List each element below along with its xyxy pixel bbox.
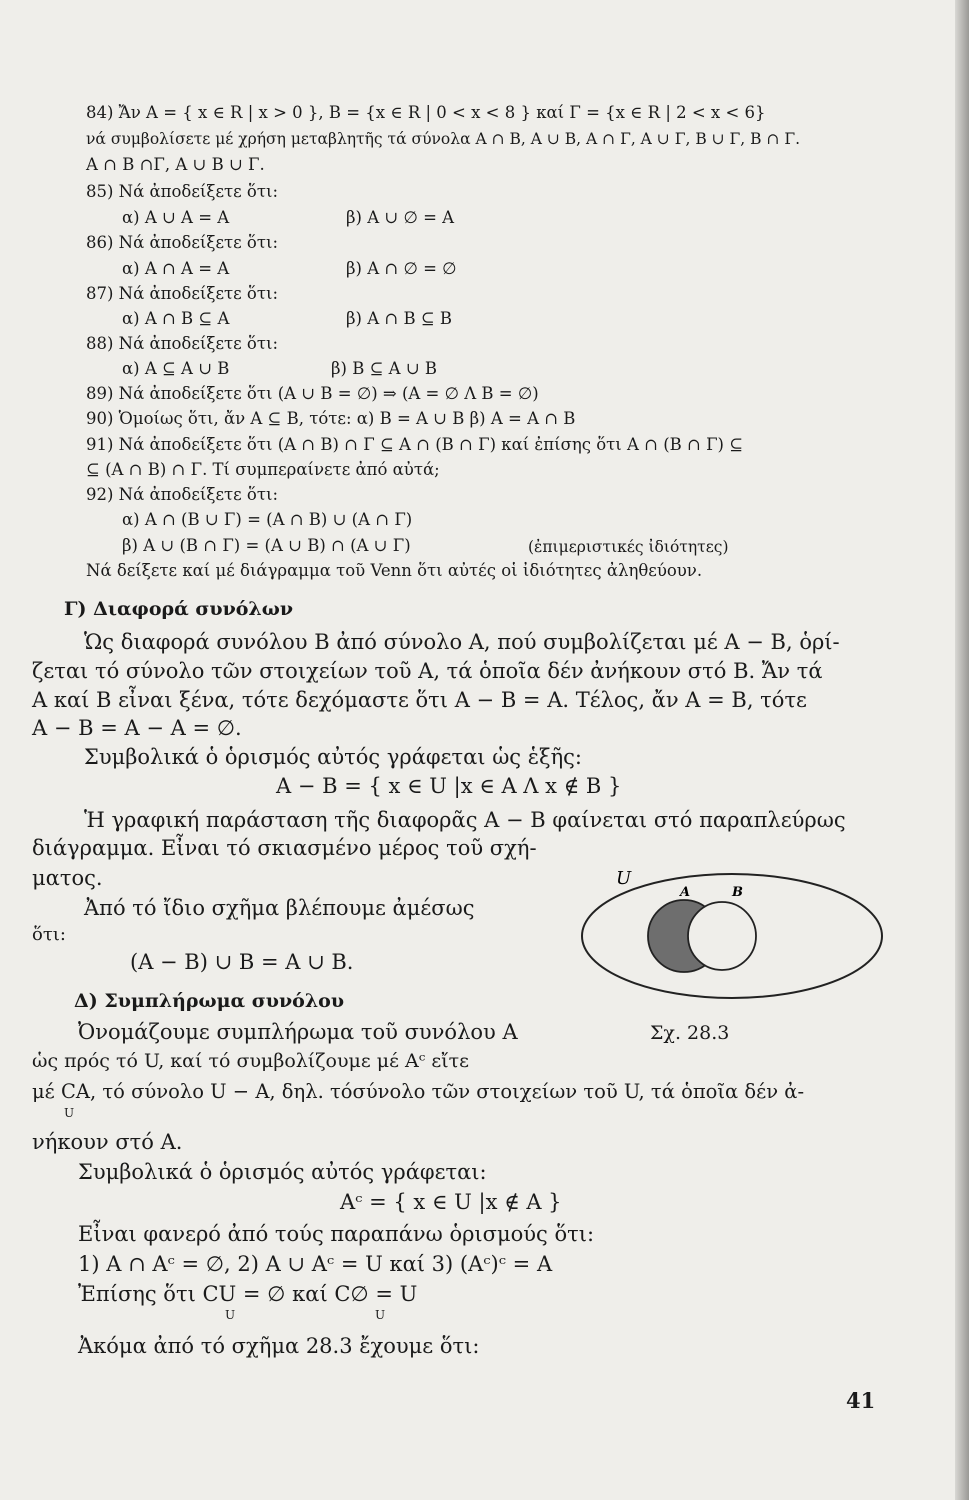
exercise-92-a: α) A ∩ (B ∪ Γ) = (A ∩ B) ∪ (A ∩ Γ) xyxy=(122,510,413,529)
difference-observe-2: ὅτι: xyxy=(32,924,66,945)
complement-text-4: νήκουν στό A. xyxy=(32,1130,183,1154)
set-a-label: A xyxy=(680,885,691,900)
exercise-84-cont2: A ∩ B ∩Γ, A ∪ B ∪ Γ. xyxy=(86,155,265,174)
exercise-85-b: β) A ∪ ∅ = A xyxy=(346,208,455,227)
complement-also-sub-1: U xyxy=(225,1308,236,1322)
page-number: 41 xyxy=(846,1388,876,1413)
page-edge-shadow xyxy=(955,0,969,1500)
difference-graphic-3: ματος. xyxy=(32,866,103,890)
exercise-88: 88) Νά ἀποδείξετε ὅτι: xyxy=(86,334,279,353)
set-b-circle xyxy=(688,902,756,970)
complement-text-2: ὡς πρός τό U, καί τό συμβολίζουμε μέ Aᶜ εἴτε xyxy=(32,1050,469,1072)
exercise-86: 86) Νά ἀποδείξετε ὅτι: xyxy=(86,233,279,252)
exercise-89: 89) Νά ἀποδείξετε ὅτι (A ∪ B = ∅) ⇒ (A = ∅ Λ B = ∅) xyxy=(86,384,539,403)
difference-text-3: A καί B εἶναι ξένα, τότε δεχόμαστε ὅτι A − B = A. Τέλος, ἄν A = B, τότε xyxy=(32,688,807,712)
set-b-label: B xyxy=(732,885,743,900)
exercise-87-a: α) A ∩ B ⊆ A xyxy=(122,309,230,328)
difference-observe: Ἀπό τό ἴδιο σχῆμα βλέπουμε ἀμέσως xyxy=(84,896,475,920)
section-heading-complement: Δ) Συμπλήρωμα συνόλου xyxy=(74,990,345,1012)
exercise-88-a: α) A ⊆ A ∪ B xyxy=(122,359,230,378)
exercise-86-b: β) A ∩ ∅ = ∅ xyxy=(346,259,457,278)
section-heading-difference: Γ) Διαφορά συνόλων xyxy=(64,598,294,620)
difference-text-2: ζεται τό σύνολο τῶν στοιχείων τοῦ A, τά ὁποῖα δέν ἀνήκουν στό B. Ἄν τά xyxy=(32,659,823,683)
complement-also-sub-2: U xyxy=(375,1308,386,1322)
figure-caption: Σχ. 28.3 xyxy=(650,1022,730,1044)
complement-formula: Aᶜ = { x ∈ U |x ∉ A } xyxy=(340,1190,562,1214)
complement-obvious: Εἶναι φανερό ἀπό τούς παραπάνω ὁρισμούς ὅτι: xyxy=(78,1222,595,1246)
exercise-85-a: α) A ∪ A = A xyxy=(122,208,230,227)
complement-subscript-u: U xyxy=(64,1106,75,1120)
exercise-91-cont: ⊆ (A ∩ B) ∩ Γ. Τί συμπεραίνετε ἀπό αὐτά; xyxy=(86,460,440,479)
complement-text-3: μέ CA, τό σύνολο U − A, δηλ. τόσύνολο τῶν στοιχείων τοῦ U, τά ὁποῖα δέν ἀ- xyxy=(32,1080,805,1103)
exercise-92: 92) Νά ἀποδείξετε ὅτι: xyxy=(86,485,279,504)
universe-label: U xyxy=(616,868,632,889)
exercise-87-b: β) A ∩ B ⊆ B xyxy=(346,309,453,328)
exercise-87: 87) Νά ἀποδείξετε ὅτι: xyxy=(86,284,279,303)
difference-graphic-2: διάγραμμα. Εἶναι τό σκιασμένο μέρος τοῦ σχή- xyxy=(32,836,537,860)
difference-graphic-1: Ἡ γραφική παράσταση τῆς διαφορᾶς A − B φαίνεται στό παραπλεύρως xyxy=(84,808,846,832)
complement-also: Ἐπίσης ὅτι CU = ∅ καί C∅ = U xyxy=(78,1282,418,1306)
exercise-88-b: β) B ⊆ A ∪ B xyxy=(331,359,438,378)
difference-text-4: A − B = A − A = ∅. xyxy=(32,716,242,740)
venn-diagram xyxy=(572,858,892,1003)
difference-union-identity: (A − B) ∪ B = A ∪ B. xyxy=(130,950,354,974)
complement-symbolic-intro: Συμβολικά ὁ ὁρισμός αὐτός γράφεται: xyxy=(78,1160,487,1184)
exercise-91: 91) Νά ἀποδείξετε ὅτι (A ∩ B) ∩ Γ ⊆ A ∩ (B ∩ Γ) καί ἐπίσης ὅτι A ∩ (B ∩ Γ) ⊆ xyxy=(86,435,744,454)
difference-symbolic-intro: Συμβολικά ὁ ὁρισμός αὐτός γράφεται ὡς ἑξῆς: xyxy=(84,745,583,769)
difference-text-1: Ὡς διαφορά συνόλου B ἀπό σύνολο A, πού συμβολίζεται μέ A − B, ὁρί- xyxy=(84,630,840,654)
exercise-92-venn: Νά δείξετε καί μέ διάγραμμα τοῦ Venn ὅτι αὐτές οἱ ἰδιότητες ἀληθεύουν. xyxy=(86,561,703,580)
exercise-92-b: β) A ∪ (B ∩ Γ) = (A ∪ B) ∩ (A ∪ Γ) xyxy=(122,536,411,555)
exercise-84: 84) Ἄν A = { x ∈ R | x > 0 }, B = {x ∈ R | 0 < x < 8 } καί Γ = {x ∈ R | 2 < x < 6} xyxy=(86,103,766,122)
exercise-84-cont: νά συμβολίσετε μέ χρήση μεταβλητῆς τά σύνολα A ∩ B, A ∪ B, A ∩ Γ, A ∪ Γ, B ∪ Γ, B ∩ Γ. xyxy=(86,130,801,148)
distributive-note: (ἐπιμεριστικές ἰδιότητες) xyxy=(528,538,729,556)
exercise-90: 90) Ὁμοίως ὅτι, ἄν A ⊆ B, τότε: α) B = A ∪ B β) A = A ∩ B xyxy=(86,409,576,428)
exercise-86-a: α) A ∩ A = A xyxy=(122,259,230,278)
complement-further: Ἀκόμα ἀπό τό σχῆμα 28.3 ἔχουμε ὅτι: xyxy=(78,1334,480,1358)
complement-text-1: Ὀνομάζουμε συμπλήρωμα τοῦ συνόλου A xyxy=(78,1020,518,1044)
difference-formula: A − B = { x ∈ U |x ∈ A Λ x ∉ B } xyxy=(276,774,622,798)
complement-properties: 1) A ∩ Aᶜ = ∅, 2) A ∪ Aᶜ = U καί 3) (Aᶜ)ᶜ = A xyxy=(78,1252,553,1276)
exercise-85: 85) Νά ἀποδείξετε ὅτι: xyxy=(86,182,279,201)
